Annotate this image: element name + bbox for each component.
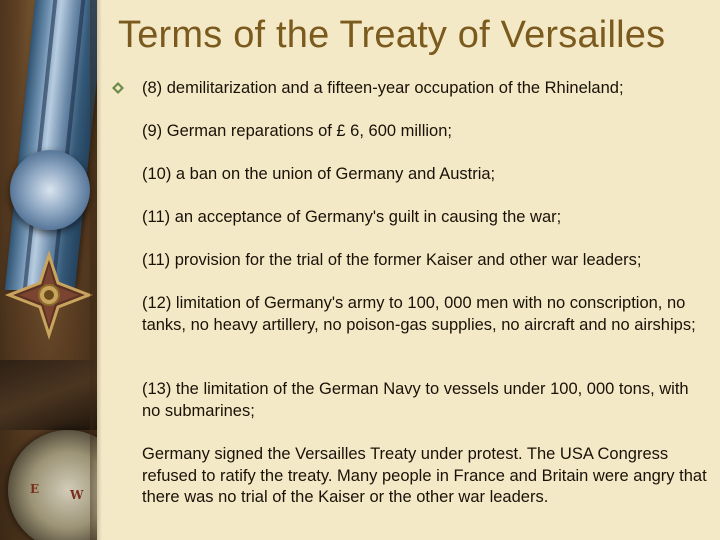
term-paragraph: (9) German reparations of £ 6, 600 million; [142, 122, 452, 140]
term-paragraph: (13) the limitation of the German Navy to vessels under 100, 000 tons, with no submarines; [142, 380, 689, 420]
iron-cross-medal-icon [4, 250, 94, 340]
compass-letter: W [70, 488, 84, 502]
leather-strap [0, 360, 97, 430]
compass-icon [8, 430, 97, 540]
compass-letter: E [30, 482, 40, 496]
term-paragraph: (8) demilitarization and a fifteen-year occupation of the Rhineland; [142, 79, 624, 97]
summary-paragraph: Germany signed the Versailles Treaty under protest. The USA Congress refused to ratify the treaty. Many people in France and Britain were angry that there was no trial of the Kaiser or the other war leaders. [142, 445, 707, 506]
strip-shadow [90, 0, 102, 540]
ribbon-stripe [51, 0, 85, 290]
term-paragraph: (11) provision for the trial of the former Kaiser and other war leaders; [142, 251, 642, 269]
term-paragraph: (10) a ban on the union of Germany and Austria; [142, 165, 496, 183]
term-paragraph: (11) an acceptance of Germany's guilt in causing the war; [142, 208, 562, 226]
medal-ribbon [5, 0, 97, 290]
diamond-bullet-icon [112, 82, 124, 94]
term-paragraph: (12) limitation of Germany's army to 100, 000 men with no conscription, no tanks, no heavy artillery, no poison-gas supplies, no aircraft and no airships; [142, 294, 696, 334]
slide-title: Terms of the Treaty of Versailles [118, 14, 666, 56]
decorative-medal-image [0, 0, 97, 540]
medal-rosette [10, 150, 90, 230]
ribbon-stripe [23, 0, 57, 290]
